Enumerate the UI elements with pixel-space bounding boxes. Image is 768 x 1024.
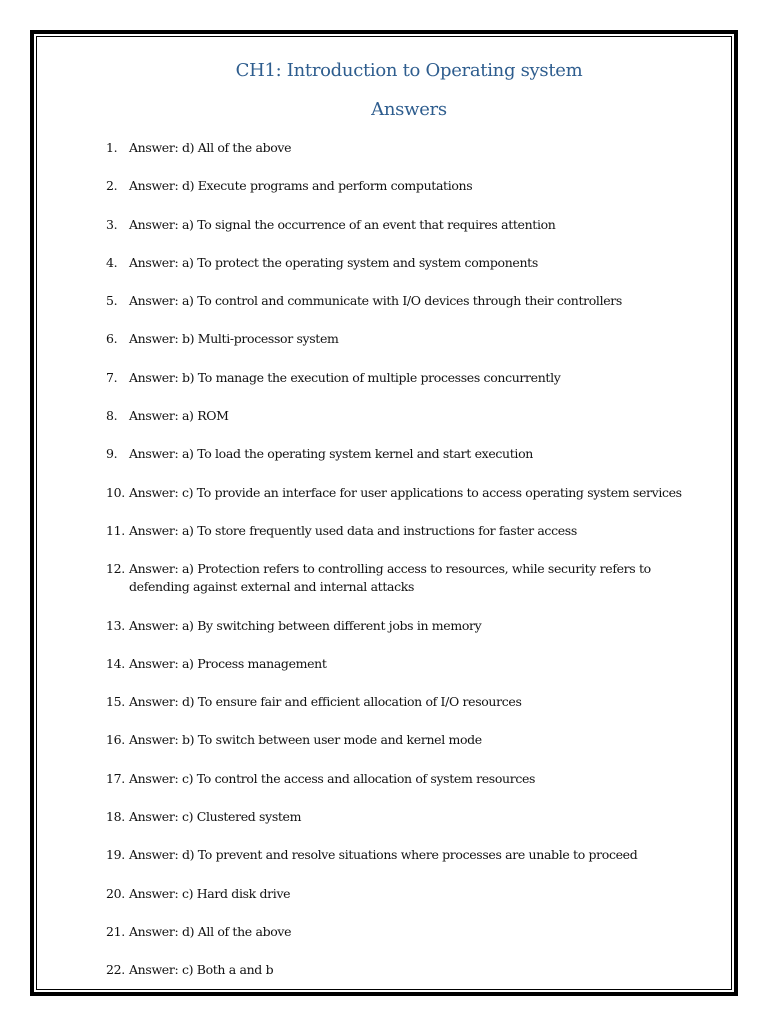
answer-item (106, 731, 710, 749)
answer-text: Answer: d) Execute programs and perform computations (129, 178, 473, 194)
answer-item (106, 522, 710, 540)
answer-text: Answer: a) To load the operating system kernel and start execution (129, 446, 533, 462)
answer-item (106, 961, 710, 979)
answer-item (106, 846, 710, 864)
answer-text: Answer: a) Process management (129, 655, 327, 671)
answer-number: 14. (106, 655, 125, 671)
answer-text: Answer: a) By switching between different jobs in memory (129, 617, 482, 633)
answer-number: 20. (106, 885, 125, 901)
answer-item (106, 923, 710, 941)
answer-number: 22. (106, 962, 125, 978)
answer-text: Answer: c) Both a and b (129, 962, 274, 978)
answer-text: Answer: a) ROM (129, 408, 229, 424)
answer-item (106, 445, 710, 463)
answer-number: 6. (106, 331, 118, 347)
answer-item (106, 177, 710, 195)
answer-item (106, 693, 710, 711)
answer-text: Answer: a) To signal the occurrence of an event that requires attention (129, 216, 556, 232)
answer-item (106, 655, 710, 673)
answer-number: 12. (106, 561, 125, 577)
answer-item (106, 292, 710, 310)
answer-text: Answer: c) Clustered system (129, 809, 302, 825)
answer-text: Answer: b) To switch between user mode and kernel mode (129, 732, 482, 748)
answer-number: 13. (106, 617, 125, 633)
answer-number: 21. (106, 923, 125, 939)
answer-number: 7. (106, 369, 118, 385)
answer-number: 8. (106, 408, 118, 424)
answer-item (106, 330, 710, 348)
answer-text: Answer: d) All of the above (129, 923, 292, 939)
answer-item (106, 560, 710, 596)
answer-number: 2. (106, 178, 118, 194)
answer-number: 19. (106, 847, 125, 863)
answer-text: Answer: c) To control the access and allocation of system resources (129, 770, 536, 786)
answer-number: 5. (106, 293, 118, 309)
answer-item (106, 617, 710, 635)
answer-item (106, 216, 710, 234)
answer-item (106, 407, 710, 425)
answer-item (106, 885, 710, 903)
answer-text: Answer: a) To control and communicate with I/O devices through their controllers (129, 293, 622, 309)
answer-text: Answer: c) Hard disk drive (129, 885, 291, 901)
answer-item (106, 139, 710, 157)
answer-number: 17. (106, 770, 125, 786)
answer-text: Answer: b) Multi-processor system (129, 331, 339, 347)
answer-item (106, 254, 710, 272)
answer-text: Answer: d) To ensure fair and efficient allocation of I/O resources (129, 694, 522, 710)
answer-text: Answer: a) Protection refers to controlling access to resources, while security refers to defending against external and internal attacks (129, 561, 651, 595)
answer-number: 4. (106, 254, 118, 270)
answer-text: Answer: b) To manage the execution of multiple processes concurrently (129, 369, 561, 385)
answer-list (106, 139, 710, 1000)
answer-text: Answer: c) To provide an interface for user applications to access operating system services (129, 484, 682, 500)
answer-item (106, 770, 710, 788)
answer-text: Answer: d) To prevent and resolve situations where processes are unable to proceed (129, 847, 638, 863)
answer-number: 11. (106, 522, 125, 538)
document-subtitle: Answers (371, 99, 447, 120)
answer-item (106, 484, 710, 502)
answer-text: Answer: a) To store frequently used data and instructions for faster access (129, 522, 577, 538)
answer-number: 10. (106, 484, 125, 500)
answer-number: 9. (106, 446, 118, 462)
document-title: CH1: Introduction to Operating system (235, 60, 583, 81)
answer-number: 18. (106, 809, 125, 825)
answer-number: 1. (106, 140, 118, 155)
answer-number: 3. (106, 216, 118, 232)
answer-item (106, 808, 710, 826)
answer-number: 16. (106, 732, 125, 748)
answer-text: Answer: a) To protect the operating system and system components (129, 254, 538, 270)
answer-text: Answer: d) All of the above (129, 140, 292, 155)
answer-number: 15. (106, 694, 125, 710)
answer-item (106, 369, 710, 387)
